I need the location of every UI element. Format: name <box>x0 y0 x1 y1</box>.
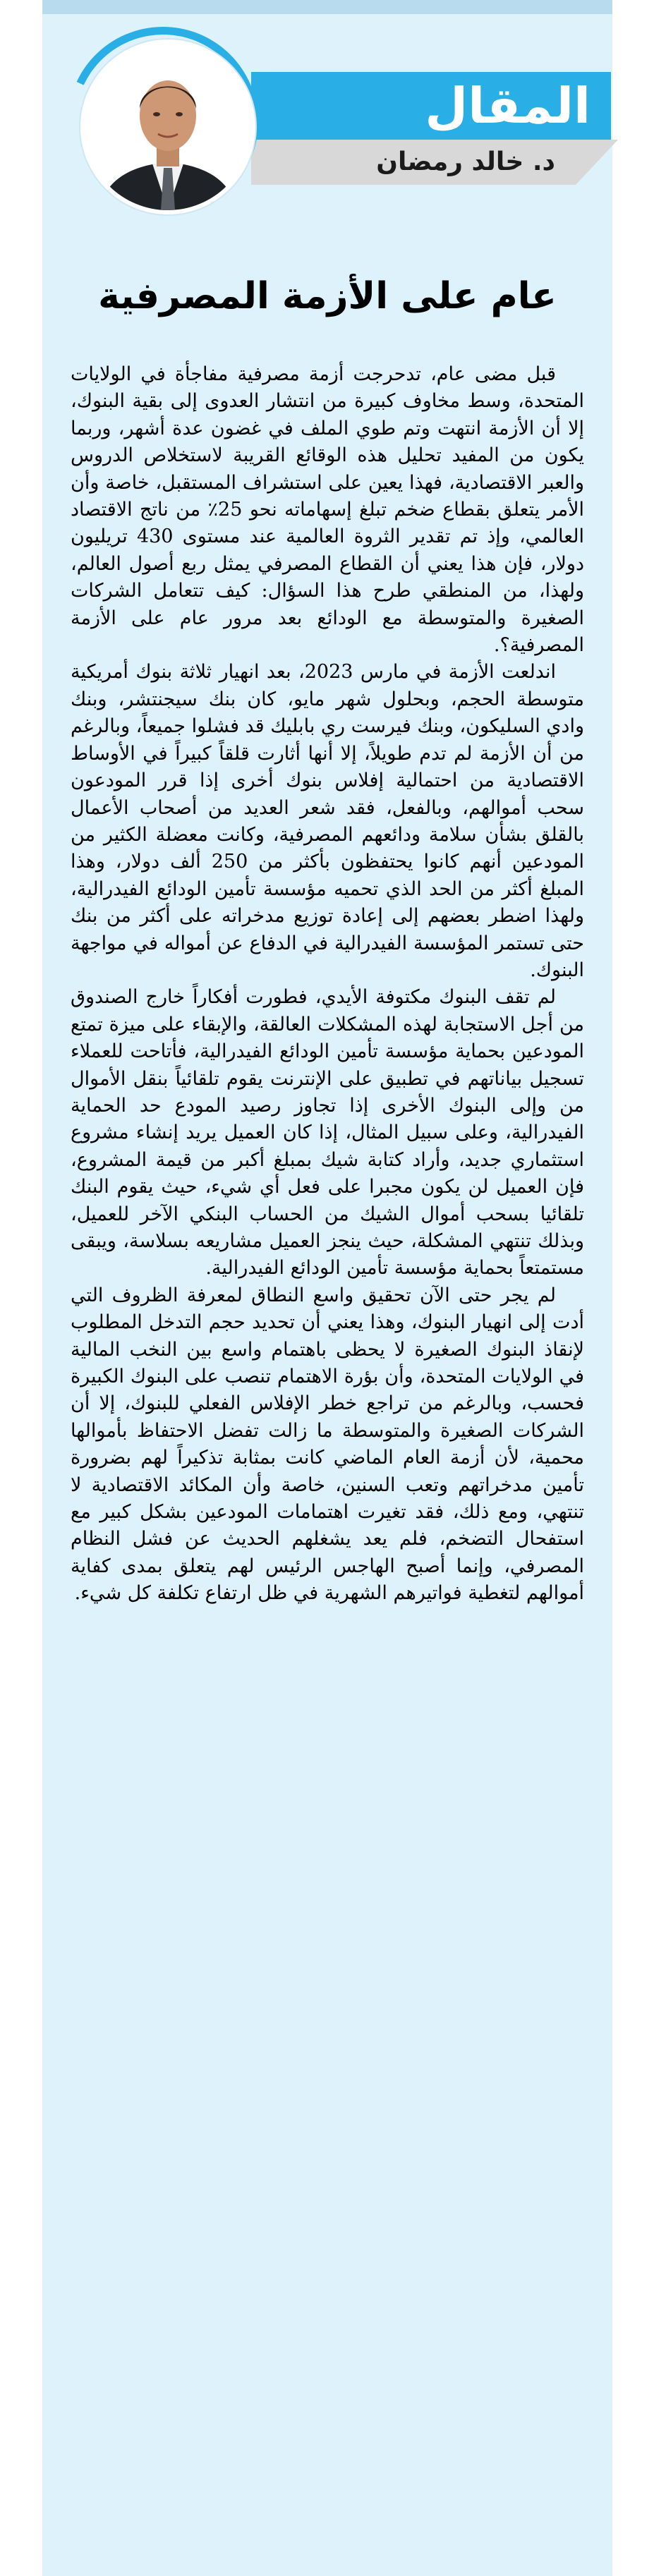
author-name: د. خالد رمضان <box>376 147 555 176</box>
author-photo-icon <box>85 44 251 210</box>
article-paragraph: لم تقف البنوك مكتوفة الأيدي، فطورت أفكاراً خارج الصندوق من أجل الاستجابة لهذه المشكلات العالقة، والإبقاء على ميزة تمتع المودعين بحماية مؤسسة تأمين الودائع الفيدرالية، فأتاحت للعملاء تسجيل بياناتهم في تطبيق على الإنترنت يقوم تلقائياً بنقل الأموال من وإلى البنوك الأخرى إذا تجاوز رصيد المودع حد الحماية الفيدرالية، وعلى سبيل المثال، إذا كان العميل يريد إنشاء مشروع استثماري جديد، وأراد كتابة شيك بمبلغ أكبر من قيمة المشروع، فإن العميل لن يكون مجبرا على فعل أي شيء، حيث يقوم البنك تلقائيا بسحب أموال الشيك من الحساب البنكي الآخر للعميل، وبذلك تنتهي المشكلة، حيث ينجز العميل مشاريعه بسلاسة، ويبقى مستمتعاً بحماية مؤسسة تأمين الودائع الفيدرالية. <box>71 986 584 1280</box>
article-title: عام على الأزمة المصرفية <box>98 275 557 317</box>
article-paragraph: اندلعت الأزمة في مارس 2023، بعد انهيار ثلاثة بنوك أمريكية متوسطة الحجم، وبحلول شهر مايو، كان بنك سيجنتشر، وبنك وادي السليكون، وبنك فيرست ري بابليك قد فشلوا جميعاً، وبالرغم من أن الأزمة لم تدم طويلاً، إلا أنها أثارت قلقاً كبيراً في الأوساط الاقتصادية من احتمالية إفلاس بنوك أخرى إذا قرر المودعون سحب أموالهم، وبالفعل، فقد شعر العديد من أصحاب الأعمال بالقلق بشأن سلامة ودائعهم المصرفية، وكانت معضلة الكثير من المودعين أنهم كانوا يحتفظون بأكثر من 250 ألف دولار، وهذا المبلغ أكثر من الحد الذي تحميه مؤسسة تأمين الودائع الفيدرالية، ولهذا اضطر بعضهم إلى إعادة توزيع مدخراته على أكثر من بنك حتى تستمر المؤسسة الفيدرالية في الدفاع عن أمواله في مواجهة البنوك. <box>71 661 585 981</box>
article-body <box>71 361 584 1608</box>
top-stripe <box>42 0 612 14</box>
section-title: المقال <box>425 77 591 135</box>
author-photo <box>80 40 255 214</box>
article-paragraph: قبل مضى عام، تدحرجت أزمة مصرفية مفاجأة في الولايات المتحدة، وسط مخاوف كبيرة من انتشار العدوى إلى بقية البنوك، إلا أن الأزمة انتهت وتم طوي الملف في غضون عدة أشهر، وربما يكون من المفيد تحليل هذه الوقائع القريبة لاستخلاص الدروس والعبر الاقتصادية، فهذا يعين على استشراف المستقبل، خاصة وأن الأمر يتعلق بقطاع ضخم تبلغ إسهاماته نحو 25٪ من ناتج الاقتصاد العالمي، وإذ تم تقدير الثروة العالمية عند مستوى 430 تريليون دولار، فإن هذا يعني أن القطاع المصرفي يمثل ربع أصول العالم، ولهذا، من المنطقي طرح هذا السؤال: كيف تتعامل الشركات الصغيرة والمتوسطة مع الودائع بعد مرور عام على الأزمة المصرفية؟. <box>71 363 585 657</box>
article-paragraph: لم يجر حتى الآن تحقيق واسع النطاق لمعرفة الظروف التي أدت إلى انهيار البنوك، وهذا يعني أن تحديد حجم التدخل المطلوب لإنقاذ البنوك الصغيرة لا يحظى باهتمام واسع بين النخب المالية في الولايات المتحدة، وأن بؤرة الاهتمام تنصب على البنوك الكبيرة فحسب، وبالرغم من تراجع خطر الإفلاس الفعلي للبنوك، إلا أن الشركات الصغيرة والمتوسطة ما زالت تفضل الاحتفاظ بأموالها محمية، لأن أزمة العام الماضي كانت بمثابة تذكيراً لهم بضرورة تأمين مدخراتهم وتعب السنين، خاصة وأن المكائد الاقتصادية لا تنتهي، ومع ذلك، فقد تغيرت اهتمامات المودعين بشكل كبير مع استفحال التضخم، فلم يعد يشغلهم الحديث عن فشل النظام المصرفي، وإنما أصبح الهاجس الرئيس لهم يتعلق بمدى كفاية أموالهم لتغطية فواتيرهم الشهرية في ظل ارتفاع تكلفة كل شيء. <box>71 1284 584 1605</box>
